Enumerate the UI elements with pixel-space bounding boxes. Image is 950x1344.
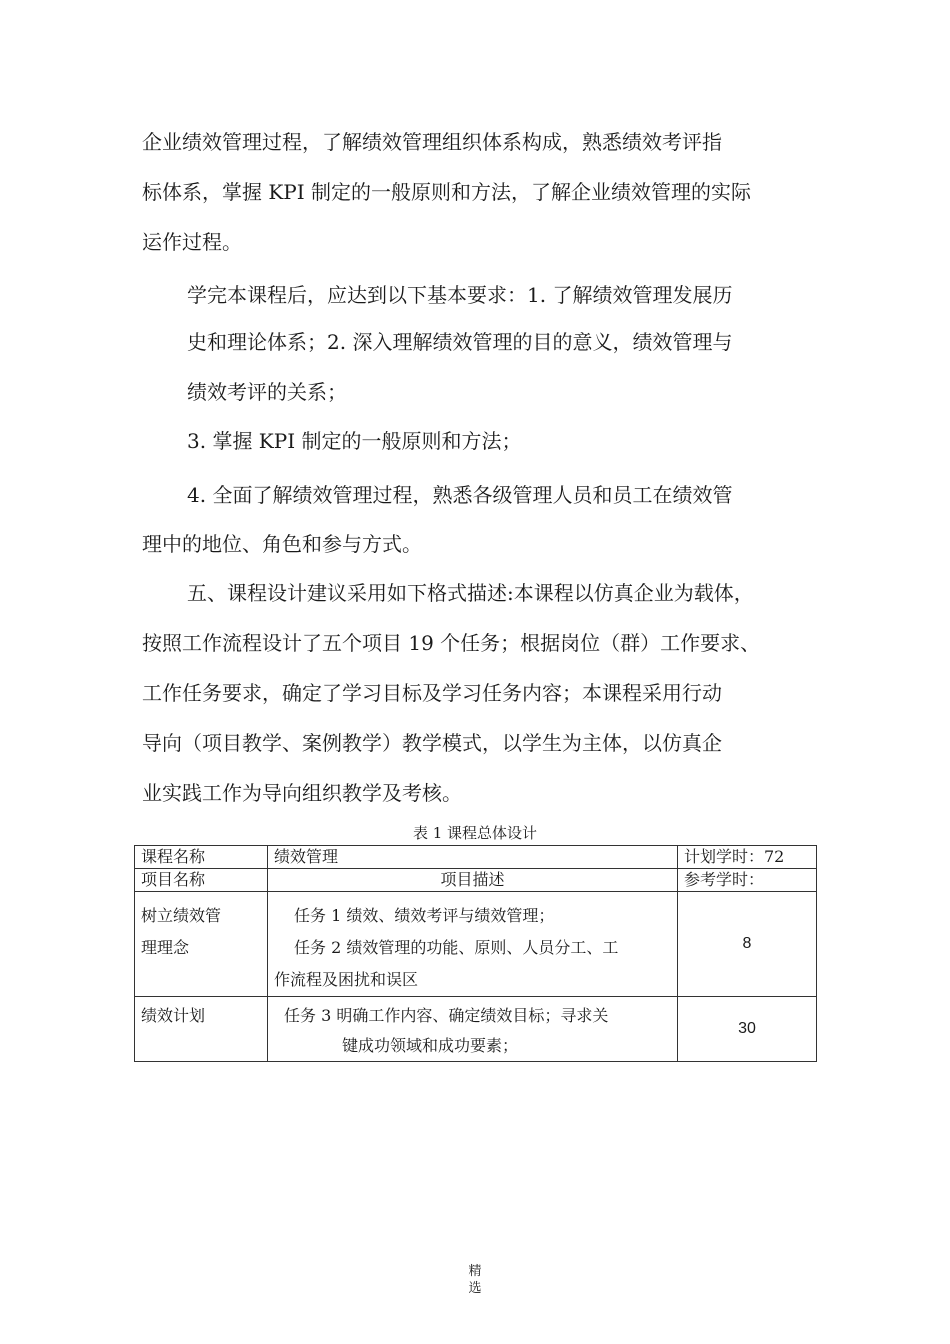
project-desc-cell bbox=[268, 997, 678, 1062]
paragraph-line: 运作过程。 bbox=[142, 230, 242, 254]
ref-hours-value: 8 bbox=[678, 892, 817, 997]
task-line: 键成功领域和成功要素； bbox=[342, 1036, 519, 1055]
task-line: 任务 3 明确工作内容、确定绩效目标；寻求关 bbox=[284, 1006, 609, 1025]
paragraph-line: 绩效考评的关系； bbox=[187, 380, 347, 404]
project-name-label: 项目名称 bbox=[135, 869, 268, 892]
paragraph-line: 工作任务要求，确定了学习目标及学习任务内容；本课程采用行动 bbox=[142, 681, 722, 705]
task-line: 任务 2 绩效管理的功能、原则、人员分工、工 bbox=[294, 938, 619, 957]
project-name: 绩效计划 bbox=[141, 1006, 206, 1025]
project-name: 树立绩效管 bbox=[141, 906, 222, 925]
ref-hours-label: 参考学时： bbox=[678, 869, 817, 892]
task-line: 作流程及困扰和误区 bbox=[274, 970, 419, 989]
course-name-label: 课程名称 bbox=[135, 846, 268, 869]
table-row bbox=[135, 892, 817, 997]
planned-hours: 计划学时：72 bbox=[678, 846, 817, 869]
table-caption: 表 1 课程总体设计 bbox=[412, 824, 538, 842]
paragraph-line: 4. 全面了解绩效管理过程，熟悉各级管理人员和员工在绩效管 bbox=[187, 483, 733, 507]
table-row bbox=[135, 997, 817, 1062]
paragraph-line: 按照工作流程设计了五个项目 19 个任务；根据岗位（群）工作要求、 bbox=[142, 631, 761, 655]
paragraph-line: 标体系，掌握 KPI 制定的一般原则和方法，了解企业绩效管理的实际 bbox=[142, 180, 752, 204]
footer-mark: 选 bbox=[468, 1281, 482, 1296]
project-name-cell bbox=[135, 997, 268, 1062]
paragraph-line: 五、课程设计建议采用如下格式描述:本课程以仿真企业为载体， bbox=[187, 581, 754, 605]
paragraph-line: 史和理论体系；2. 深入理解绩效管理的目的意义，绩效管理与 bbox=[187, 330, 733, 354]
project-name-cell bbox=[135, 892, 268, 997]
table-row bbox=[135, 846, 817, 869]
paragraph-line: 学完本课程后，应达到以下基本要求：1. 了解绩效管理发展历 bbox=[187, 283, 733, 307]
paragraph-line: 业实践工作为导向组织教学及考核。 bbox=[142, 781, 462, 805]
course-design-table bbox=[134, 845, 817, 1062]
paragraph-line: 理中的地位、角色和参与方式。 bbox=[142, 532, 422, 556]
table-row bbox=[135, 869, 817, 892]
footer-mark: 精 bbox=[468, 1264, 482, 1279]
ref-hours-value: 30 bbox=[678, 997, 817, 1062]
project-desc-cell bbox=[268, 892, 678, 997]
paragraph-line: 企业绩效管理过程，了解绩效管理组织体系构成，熟悉绩效考评指 bbox=[142, 130, 722, 154]
course-name-value: 绩效管理 bbox=[268, 846, 678, 869]
project-name: 理理念 bbox=[141, 938, 190, 957]
project-desc-label: 项目描述 bbox=[268, 869, 678, 892]
paragraph-line: 3. 掌握 KPI 制定的一般原则和方法； bbox=[187, 429, 522, 453]
task-line: 任务 1 绩效、绩效考评与绩效管理； bbox=[294, 906, 555, 925]
paragraph-line: 导向（项目教学、案例教学）教学模式，以学生为主体，以仿真企 bbox=[142, 731, 722, 755]
